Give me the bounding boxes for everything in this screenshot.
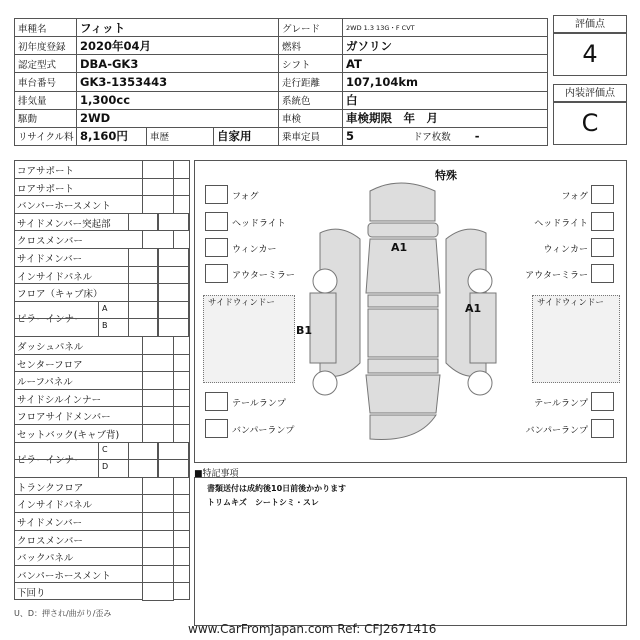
check-label: アウターミラー	[232, 271, 295, 281]
parts-row	[14, 494, 190, 512]
pillar-sub-label: A	[102, 303, 108, 313]
check-label: ウィンカー	[232, 245, 277, 255]
check-label: ウィンカー	[543, 245, 588, 255]
check-label: フォグ	[561, 192, 588, 202]
parts-row	[14, 477, 190, 495]
interior-value: C	[553, 101, 627, 145]
parts-label: セットバック(キャブ背)	[17, 430, 120, 441]
mark-top: A1	[391, 241, 408, 254]
parts-check-cell[interactable]	[128, 318, 158, 337]
parts-check-cell[interactable]	[142, 160, 174, 179]
parts-check-cell[interactable]	[142, 230, 174, 249]
parts-check-cell[interactable]	[158, 248, 189, 267]
check-box[interactable]	[591, 212, 614, 231]
car-name-label: 車種名	[15, 19, 77, 37]
parts-check-cell[interactable]	[158, 442, 189, 461]
parts-row	[14, 160, 190, 178]
parts-label: サイドシルインナー	[17, 394, 102, 406]
mileage-label: 走行距離	[279, 73, 343, 91]
parts-check-cell[interactable]	[128, 213, 158, 232]
check-box[interactable]	[591, 264, 614, 283]
score-title: 評価点	[553, 15, 627, 34]
parts-label: サイドメンバー突起部	[17, 218, 111, 230]
check-label: ヘッドライト	[534, 219, 588, 229]
parts-check-cell[interactable]	[158, 266, 189, 285]
parts-label: インサイドパネル	[17, 500, 93, 512]
check-box[interactable]	[591, 238, 614, 257]
legend: U、D：押され/曲がり/歪み	[14, 609, 112, 618]
notes-title: ■特記事項	[194, 469, 239, 479]
interior-title: 内装評価点	[553, 84, 627, 103]
special-label: 特殊	[435, 169, 457, 182]
parts-row	[14, 213, 190, 231]
check-label: バンパーランプ	[232, 426, 295, 436]
parts-check-cell[interactable]	[142, 512, 174, 531]
parts-row	[14, 424, 190, 442]
parts-row	[14, 248, 190, 266]
check-label: アウターミラー	[525, 271, 588, 281]
parts-label: コアサポート	[17, 166, 75, 177]
inspection-label: 車検	[279, 109, 343, 127]
parts-row	[14, 354, 190, 372]
pillar-sub-label: B	[102, 321, 108, 331]
check-box[interactable]	[205, 212, 228, 231]
recycle: 8,160円	[77, 127, 147, 145]
car-name: フィット	[77, 19, 279, 37]
side-window-right	[532, 295, 620, 383]
notes-line2: トリムキズ シートシミ・スレ	[207, 498, 319, 507]
shift: AT	[343, 55, 548, 73]
parts-row	[14, 336, 190, 354]
parts-row	[14, 371, 190, 389]
parts-row	[14, 582, 190, 600]
pillar-divider	[98, 442, 99, 477]
parts-check-cell[interactable]	[158, 459, 189, 478]
parts-check-cell[interactable]	[128, 459, 158, 478]
check-box[interactable]	[591, 419, 614, 438]
color-label: 系統色	[279, 91, 343, 109]
mark-right: A1	[465, 302, 482, 315]
pillar-divider	[98, 301, 99, 336]
parts-label: ダッシュパネル	[17, 342, 84, 353]
capacity: 5	[346, 129, 355, 144]
fuel-label: 燃料	[279, 37, 343, 55]
parts-check-cell[interactable]	[142, 371, 174, 390]
parts-check-cell[interactable]	[142, 547, 174, 566]
parts-row	[14, 389, 190, 407]
check-label: フォグ	[232, 192, 259, 202]
parts-check-cell[interactable]	[158, 318, 189, 337]
drive-label: 駆動	[15, 109, 77, 127]
side-window-label-right: サイドウィンドー	[537, 298, 604, 308]
parts-check-cell[interactable]	[158, 283, 189, 302]
parts-check-cell[interactable]	[142, 406, 174, 425]
parts-label: クロスメンバー	[17, 236, 83, 248]
check-box[interactable]	[205, 238, 228, 257]
parts-check-cell[interactable]	[142, 354, 174, 373]
parts-row	[14, 406, 190, 424]
parts-row	[14, 195, 190, 213]
check-box[interactable]	[205, 185, 228, 204]
parts-label: サイドメンバー	[17, 518, 83, 529]
pillar-sub-label: D	[102, 462, 109, 472]
first-reg-label: 初年度登録	[15, 37, 77, 55]
check-label: ヘッドライト	[232, 219, 286, 229]
check-label: バンパーランプ	[525, 426, 588, 436]
parts-row	[14, 547, 190, 565]
parts-check-cell[interactable]	[128, 266, 158, 285]
mileage: 107,104km	[343, 73, 548, 91]
color: 白	[343, 91, 548, 109]
parts-row	[14, 565, 190, 583]
car-outline	[300, 173, 530, 458]
inspection: 車検期限 年 月	[343, 109, 548, 127]
parts-label: バンパーホースメント	[17, 570, 111, 582]
parts-label: ロアサポート	[17, 183, 75, 195]
parts-check-cell[interactable]	[128, 248, 158, 267]
parts-label: ピラーインナー	[17, 313, 84, 325]
side-window-label-left: サイドウィンドー	[208, 298, 275, 308]
check-box[interactable]	[205, 419, 228, 438]
vin: GK3-1353443	[77, 73, 279, 91]
parts-check-cell[interactable]	[142, 195, 174, 214]
check-label: テールランプ	[534, 399, 588, 409]
notes-line1: 書類送付は成約後10日前後かかります	[207, 484, 347, 493]
recycle-label: リサイクル料	[15, 127, 77, 145]
body-diagram	[194, 160, 627, 463]
score-value: 4	[553, 32, 627, 76]
parts-check-cell[interactable]	[142, 494, 174, 513]
check-label: テールランプ	[232, 399, 286, 409]
parts-label: トランクフロア	[17, 482, 84, 494]
parts-check-cell[interactable]	[142, 477, 174, 496]
spec-table	[14, 18, 548, 146]
parts-label: センターフロア	[17, 359, 83, 371]
notes-box	[194, 477, 627, 626]
parts-check-cell[interactable]	[158, 213, 189, 232]
pillar-sub-label: C	[102, 444, 108, 454]
grade-label: グレード	[279, 19, 343, 37]
check-box[interactable]	[591, 392, 614, 411]
parts-check-cell[interactable]	[128, 283, 158, 302]
parts-label: サイドメンバー	[17, 254, 83, 265]
history: 自家用	[214, 127, 279, 145]
parts-check-cell[interactable]	[142, 530, 174, 549]
first-reg: 2020年04月	[77, 37, 279, 55]
parts-check-cell[interactable]	[142, 565, 174, 584]
parts-check-cell[interactable]	[128, 301, 158, 320]
parts-label: ピラーインナー	[17, 454, 84, 466]
displacement: 1,300cc	[77, 91, 279, 109]
parts-check-cell[interactable]	[128, 442, 158, 461]
model: DBA-GK3	[77, 55, 279, 73]
parts-label: バンパーホースメント	[17, 201, 111, 213]
parts-row	[14, 283, 190, 301]
shift-label: シフト	[279, 55, 343, 73]
parts-label: クロスメンバー	[17, 535, 83, 547]
grade: 2WD 1.3 13G・F CVT	[343, 19, 548, 37]
parts-label: ルーフパネル	[17, 377, 73, 389]
model-label: 認定型式	[15, 55, 77, 73]
doors: -	[474, 129, 480, 144]
parts-row	[14, 530, 190, 548]
parts-row	[14, 266, 190, 284]
parts-row	[14, 230, 190, 248]
parts-row	[14, 512, 190, 530]
watermark: www.CarFromJapan.com Ref: CFJ2671416	[188, 622, 437, 636]
drive: 2WD	[77, 109, 279, 127]
parts-label: フロア（キャブ床）	[17, 289, 103, 301]
parts-label: インサイドパネル	[17, 271, 93, 283]
capacity-cell	[343, 127, 548, 145]
mark-left: B1	[296, 324, 313, 337]
parts-check-cell[interactable]	[142, 582, 174, 601]
parts-check-cell[interactable]	[142, 424, 174, 443]
parts-check-cell[interactable]	[142, 336, 174, 355]
parts-row	[14, 178, 190, 196]
doors-label: ドア枚数	[413, 132, 451, 144]
vin-label: 車台番号	[15, 73, 77, 91]
displacement-label: 排気量	[15, 91, 77, 109]
parts-check-cell[interactable]	[158, 301, 189, 320]
check-box[interactable]	[205, 392, 228, 411]
check-box[interactable]	[205, 264, 228, 283]
capacity-label: 乗車定員	[279, 127, 343, 145]
parts-check-cell[interactable]	[142, 389, 174, 408]
parts-check-cell[interactable]	[142, 178, 174, 197]
parts-label: フロアサイドメンバー	[17, 412, 111, 424]
check-box[interactable]	[591, 185, 614, 204]
fuel: ガソリン	[343, 37, 548, 55]
history-label: 車歴	[147, 127, 214, 145]
side-window-left	[203, 295, 295, 383]
parts-label: 下回り	[17, 588, 46, 600]
parts-label: バックパネル	[17, 553, 74, 565]
